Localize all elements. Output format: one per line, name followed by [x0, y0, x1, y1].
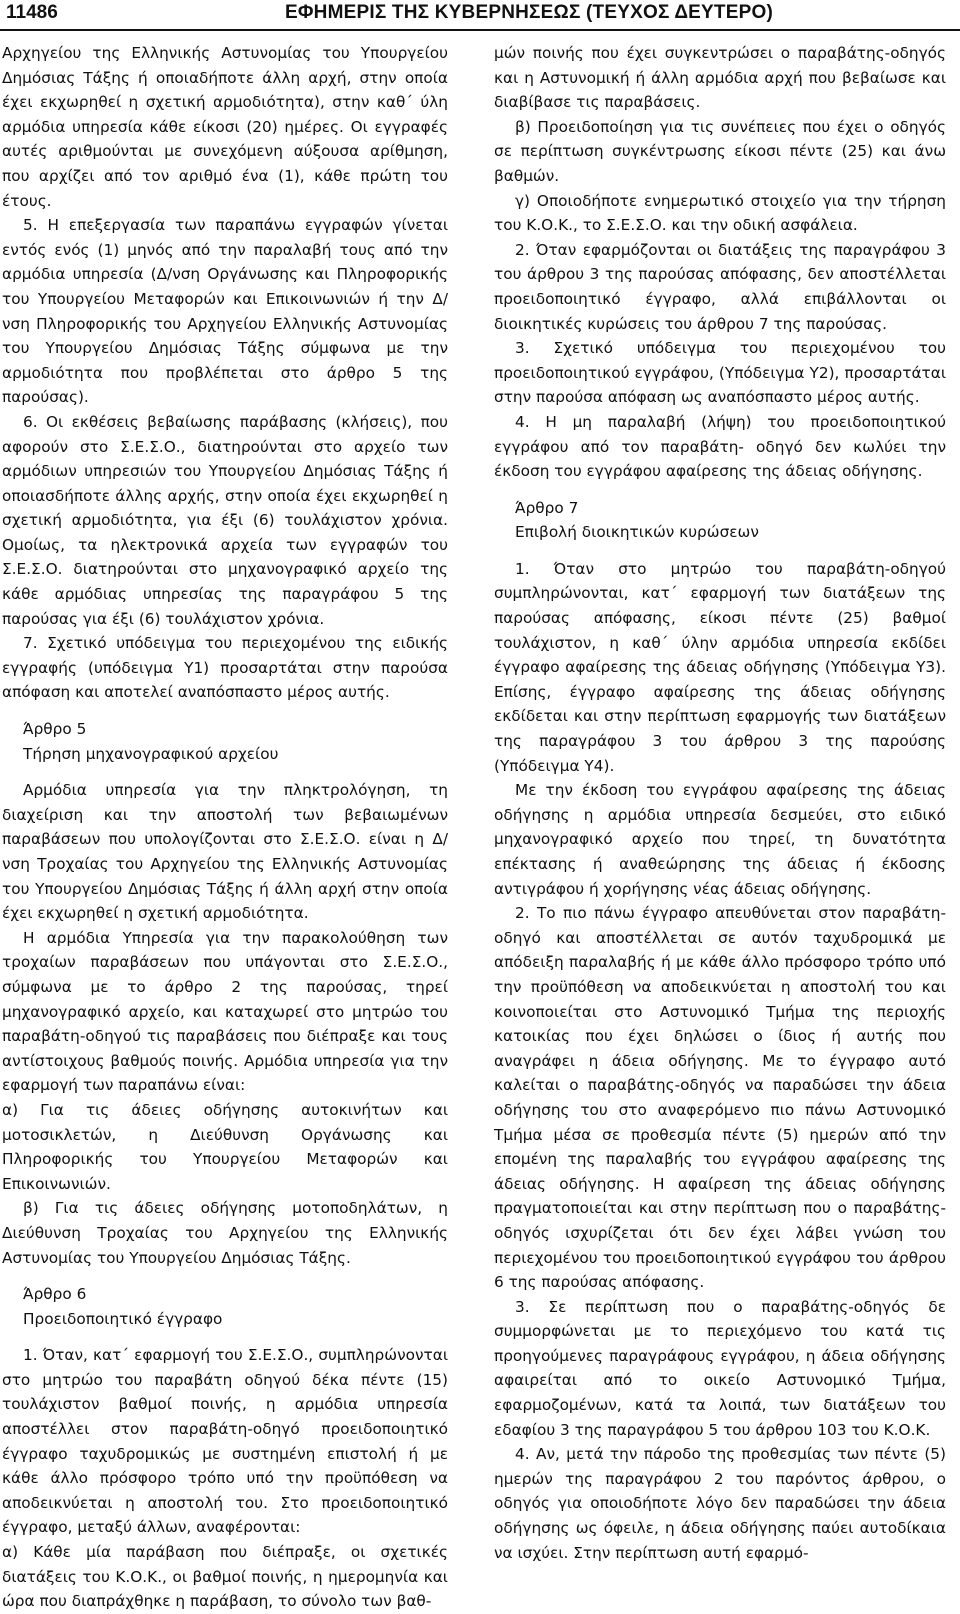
list-item: β) Προειδοποίηση για τις συνέπειες που έχει ο οδηγός σε περίπτωση συγκέντρωσης είκοσι πέντε (25) και άνω βαθμών. — [494, 117, 946, 185]
paragraph: 4. Αν, μετά την πάροδο της προθεσμίας των πέντε (5) ημερών της παραγράφου 2 του παρόντος άρθρου, ο οδηγός για οποιοδήποτε λόγο δεν παραδώσει την άδεια οδήγησης ως όφειλε, η άδεια οδήγησης παύει αυτοδίκαια να ισχύει. Στην περίπτωση αυτή εφαρμό- — [494, 1445, 946, 1562]
paragraph: Αρχηγείου της Ελληνικής Αστυνομίας του Υπουργείου Δημόσιας Τάξης ή οποιαδήποτε άλλη αρχή, στην οποία έχει εκχωρηθεί η σχετική αρμοδιότητα), στην καθ΄ ύλη αρμόδια υπηρεσία κάθε είκοσι (20) ημέρες. Οι εγγραφές αυτές αριθμούνται με συνεχόμενη αύξουσα αρίθμηση, που αρχίζει από τον αριθμό ένα (1), κάθε πρώτη του έτους. — [2, 44, 448, 210]
article-5-title: Τήρηση μηχανογραφικού αρχείου — [23, 744, 279, 763]
article-7-number: Άρθρο 7 — [515, 498, 579, 517]
paragraph: 7. Σχετικό υπόδειγμα του περιεχομένου της ειδικής εγγραφής (υπόδειγμα Υ1) προσαρτάται στην παρούσα απόφαση και αποτελεί αναπόσπαστο μέρος αυτής. — [2, 634, 448, 702]
right-column — [494, 41, 946, 1565]
paragraph: 1. Όταν στο μητρώο του παραβάτη-οδηγού συμπληρώνονται, κατ΄ εφαρμογή των διατάξεων της παρούσας απόφασης, είκοσι πέντε (25) βαθμοί τουλάχιστον, η καθ΄ ύλην αρμόδια υπηρεσία εκδίδει έγγραφο αφαίρεσης της άδειας οδήγησης (Υπόδειγμα Υ3). Επίσης, έγγραφο αφαίρεσης της άδειας οδήγησης εκδίδεται και στην περίπτωση εφαρμογής των διατάξεων της παραγράφου 3 του άρθρου 3 της παρούσης (Υπόδειγμα Υ4). — [494, 559, 946, 775]
list-item: β) Για τις άδειες οδήγησης μοτοποδηλάτων, η Διεύθυνση Τροχαίας του Αρχηγείου της Ελληνικής Αστυνομίας του Υπουργείου Δημόσιας Τάξης. — [2, 1199, 448, 1267]
list-item: α) Για τις άδειες οδήγησης αυτοκινήτων και μοτοσικλετών, η Διεύθυνση Οργάνωσης και Πληροφορικής του Υπουργείου Μεταφορών και Επικοινωνιών. — [2, 1100, 448, 1193]
article-6-number: Άρθρο 6 — [23, 1285, 87, 1304]
article-6-title: Προειδοποιητικό έγγραφο — [23, 1309, 223, 1328]
paragraph: 1. Όταν, κατ΄ εφαρμογή του Σ.Ε.Σ.Ο., συμπληρώνονται στο μητρώο του παραβάτη οδηγού δέκα πέντε (15) τουλάχιστον βαθμοί ποινής, η αρμόδια υπηρεσία αποστέλλει στον παραβάτη-οδηγό προειδοποιητικό έγγραφο ταχυδρομικώς με συστημένη επιστολή ή με κάθε άλλο πρόσφορο τρόπο υπό την προϋπόθεση να αποδεικνύεται η αποστολή του. Στο προειδοποιητικό έγγραφο, μεταξύ άλλων, αναφέρονται: — [2, 1346, 448, 1537]
paragraph: Με την έκδοση του εγγράφου αφαίρεσης της άδειας οδήγησης η αρμόδια υπηρεσία δεσμεύει, στο ειδικό μηχανογραφικό αρχείο που τηρεί, τη δυνατότητα επέκτασης ή αναθεώρησης της άδειας ή έκδοσης αντιγράφου ή χορήγησης νέας άδειας οδήγησης. — [494, 781, 946, 898]
paragraph: 3. Σχετικό υπόδειγμα του περιεχομένου του προειδοποιητικού εγγράφου, (Υπόδειγμα Υ2), προσαρτάται στην παρούσα απόφαση ως αναπόσπαστο μέρος αυτής. — [494, 339, 946, 407]
journal-title: ΕΦΗΜΕΡΙΣ ΤΗΣ ΚΥΒΕΡΝΗΣΕΩΣ (ΤΕΥΧΟΣ ΔΕΥΤΕΡΟ) — [285, 2, 773, 23]
page-header — [0, 0, 960, 30]
header-rule — [0, 29, 960, 31]
paragraph: 6. Οι εκθέσεις βεβαίωσης παράβασης (κλήσεις), που αφορούν στο Σ.Ε.Σ.Ο., διατηρούνται στο αρχείο των αρμόδιων υπηρεσιών του Υπουργείου Δημόσιας Τάξης ή οποιασδήποτε άλλης αρχής, στην οποία έχει εκχωρηθεί η σχετική αρμοδιότητα, για έξι (6) τουλάχιστον χρόνια. Ομοίως, τα ηλεκτρονικά αρχεία των εγγραφών του Σ.Ε.Σ.Ο. διατηρούνται στο μηχανογραφικό αρχείο της κάθε αρμόδιας υπηρεσίας της παραγράφου 5 της παρούσας για έξι (6) τουλάχιστον χρόνια. — [2, 412, 448, 628]
page-number: 11486 — [6, 2, 58, 23]
paragraph: 2. Το πιο πάνω έγγραφο απευθύνεται στον παραβάτη-οδηγό και αποστέλλεται σε αυτόν ταχυδρομικά με απόδειξη παραλαβής ή με κάθε άλλο πρόσφορο τρόπο υπό την προϋπόθεση να αποδεικνύεται η αποστολή του και κοινοποιείται στο Αστυνομικό Τμήμα της περιοχής κατοικίας που έχει δηλώσει ο ίδιος ή αυτής που αναγράφει η άδεια οδήγησης. Με το έγγραφο αυτό καλείται ο παραβάτης-οδηγός να παραδώσει την άδεια οδήγησης του στο αναφερόμενο πιο πάνω Αστυνομικό Τμήμα μέσα σε προθεσμία πέντε (5) ημερών από την επομένη της παραλαβής του εγγράφου αφαίρεσης της άδειας οδήγησης. Η αφαίρεση της άδειας οδήγησης πραγματοποιείται και στην περίπτωση που ο παραβάτης-οδηγός ισχυρίζεται ότι δεν έχει λάβει γνώση του περιεχομένου του προειδοποιητικού εγγράφου του άρθρου 6 της παρούσας απόφασης. — [494, 904, 946, 1292]
list-item: γ) Οποιοδήποτε ενημερωτικό στοιχείο για την τήρηση του Κ.Ο.Κ., το Σ.Ε.Σ.Ο. και την οδική ασφάλεια. — [494, 191, 946, 235]
paragraph: Αρμόδια υπηρεσία για την πληκτρολόγηση, τη διαχείριση και την αποστολή των βεβαιωμένων παραβάσεων που υπολογίζονται στο Σ.Ε.Σ.Ο. είναι η Δ/νση Τροχαίας του Αρχηγείου της Ελληνικής Αστυνομίας του Υπουργείου Δημόσιας Τάξης ή άλλη αρχή στην οποία έχει εκχωρηθεί η σχετική αρμοδιότητα. — [2, 781, 448, 923]
paragraph: 3. Σε περίπτωση που ο παραβάτης-οδηγός δε συμμορφώνεται με το περιεχόμενο του κατά τις προηγούμενες παραγράφους εγγράφου, η άδεια οδήγησης αφαιρείται από το οικείο Αστυνομικό Τμήμα, εφαρμοζομένων, κατά τα λοιπά, των διατάξεων του εδαφίου 3 της παραγράφου 5 του άρθρου 103 του Κ.Ο.Κ. — [494, 1297, 946, 1439]
paragraph: 2. Όταν εφαρμόζονται οι διατάξεις της παραγράφου 3 του άρθρου 3 της παρούσας απόφασης, δεν αποστέλλεται προειδοποιητικό έγγραφο, αλλά επιβάλλονται οι διοικητικές κυρώσεις του άρθρου 7 της παρούσας. — [494, 240, 946, 333]
list-item: α) Κάθε μία παράβαση που διέπραξε, οι σχετικές διατάξεις του Κ.Ο.Κ., οι βαθμοί ποινής, η ημερομηνία και ώρα που διαπράχθηκε η παράβαση, το σύνολο των βαθ- — [2, 1543, 448, 1611]
paragraph: 4. Η μη παραλαβή (λήψη) του προειδοποιητικού εγγράφου από τον παραβάτη- οδηγό δεν κωλύει την έκδοση του εγγράφου αφαίρεσης της άδειας οδήγησης. — [494, 412, 946, 481]
paragraph: μών ποινής που έχει συγκεντρώσει ο παραβάτης-οδηγός και η Αστυνομική ή άλλη αρμόδια αρχή που βεβαίωσε και διαβίβασε τις παραβάσεις. — [494, 44, 946, 112]
paragraph: Η αρμόδια Υπηρεσία για την παρακολούθηση των τροχαίων παραβάσεων που υπάγονται στο Σ.Ε.Σ.Ο., σύμφωνα με το άρθρο 2 της παρούσας, τηρεί μηχανογραφικό αρχείο, και καταχωρεί στο μητρώο του παραβάτη-οδηγού τις παραβάσεις που διέπραξε και τους αντίστοιχους βαθμούς ποινής. Αρμόδια υπηρεσία για την εφαρμογή των παραπάνω είναι: — [2, 928, 448, 1095]
article-5-number: Άρθρο 5 — [23, 720, 87, 739]
left-column — [2, 41, 448, 1614]
paragraph: 5. Η επεξεργασία των παραπάνω εγγραφών γίνεται εντός ενός (1) μηνός από την παραλαβή τους από την αρμόδια υπηρεσία (Δ/νση Οργάνωσης και Πληροφορικής του Υπουργείου Μεταφορών και Επικοινωνιών ή την Δ/νση Πληροφορικής του Αρχηγείου Ελληνικής Αστυνομίας του Υπουργείου Δημόσιας Τάξης σύμφωνα με την αρμοδιότητα που προβλέπεται στο άρθρο 5 της παρούσας). — [2, 216, 448, 407]
article-7-title: Επιβολή διοικητικών κυρώσεων — [515, 523, 759, 542]
